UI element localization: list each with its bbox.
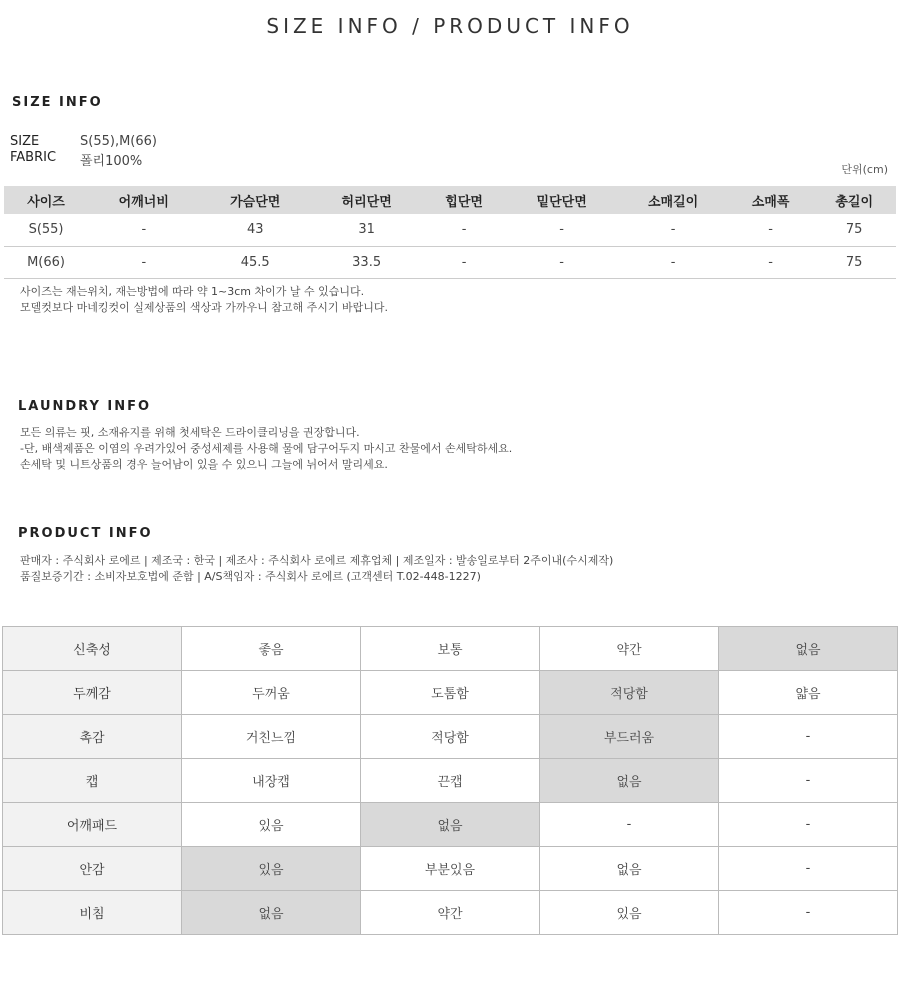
attribute-row [3,627,898,671]
attribute-option: - [719,803,898,847]
table-cell: 33.5 [311,246,422,278]
note-line: 사이즈는 재는위치, 재는방법에 따라 약 1~3cm 차이가 날 수 있습니다. [20,285,365,298]
attribute-label: 촉감 [3,715,182,759]
attribute-row [3,715,898,759]
table-cell: 31 [311,214,422,246]
attribute-option: - [719,715,898,759]
size-key: SIZE [10,134,40,149]
attribute-option: 부분있음 [361,847,540,891]
attribute-row [3,671,898,715]
size-table-header-row [4,186,896,214]
attribute-option: 거친느낌 [182,715,361,759]
table-row [4,214,896,246]
attribute-option: 두꺼움 [182,671,361,715]
size-table [4,186,896,279]
column-header: 힙단면 [422,186,506,214]
attribute-option: 얇음 [719,671,898,715]
laundry-info-heading: LAUNDRY INFO [18,399,152,414]
attribute-label: 두께감 [3,671,182,715]
product-line: 품질보증기간 : 소비자보호법에 준함 | A/S책임자 : 주식회사 로에르 (고객센터 T.02-448-1227) [20,570,481,583]
note-line: 모델컷보다 마네킹컷이 실제상품의 색상과 가까우니 참고해 주시기 바랍니다. [20,301,389,314]
attribute-option: 도톰함 [361,671,540,715]
attribute-option-selected: 없음 [719,627,898,671]
table-cell: M(66) [4,246,88,278]
attribute-row [3,759,898,803]
attribute-option: 적당함 [361,715,540,759]
table-cell: 75 [812,246,896,278]
laundry-notes [20,425,512,473]
attribute-option: 있음 [540,891,719,935]
attribute-option: 약간 [361,891,540,935]
table-cell: - [422,214,506,246]
attribute-option: - [719,847,898,891]
laundry-line: 모든 의류는 핏, 소재유지를 위해 첫세탁은 드라이클리닝을 권장합니다. [20,426,360,439]
attribute-option: 끈캡 [361,759,540,803]
product-info-heading: PRODUCT INFO [18,526,153,541]
attribute-label: 캡 [3,759,182,803]
attribute-option: 내장캡 [182,759,361,803]
column-header: 소매폭 [729,186,813,214]
attribute-option: 약간 [540,627,719,671]
attribute-option-selected: 적당함 [540,671,719,715]
column-header: 어깨너비 [88,186,199,214]
table-cell: 75 [812,214,896,246]
attribute-option-selected: 없음 [540,759,719,803]
table-cell: S(55) [4,214,88,246]
table-cell: - [422,246,506,278]
attribute-row [3,891,898,935]
attribute-label: 비침 [3,891,182,935]
size-spec-row [10,134,157,149]
product-notes [20,553,613,585]
table-cell: - [729,214,813,246]
size-notes [20,284,388,316]
column-header: 사이즈 [4,186,88,214]
table-cell: - [506,246,617,278]
table-cell: - [617,246,728,278]
attribute-option: 보통 [361,627,540,671]
page-title: SIZE INFO / PRODUCT INFO [266,14,634,38]
attribute-option-selected: 없음 [361,803,540,847]
fabric-spec-row [10,150,142,169]
fabric-key: FABRIC [10,150,57,165]
column-header: 총길이 [812,186,896,214]
table-cell: 43 [200,214,311,246]
attribute-option: 좋음 [182,627,361,671]
unit-label: 단위(cm) [841,163,888,176]
table-cell: - [617,214,728,246]
attribute-table [2,626,898,935]
size-info-heading: SIZE INFO [12,95,103,110]
fabric-value: 폴리100% [80,154,143,169]
attribute-option-selected: 부드러움 [540,715,719,759]
product-line: 판매자 : 주식회사 로에르 | 제조국 : 한국 | 제조사 : 주식회사 로에르 제휴업체 | 제조일자 : 발송일로부터 2주이내(수시제작) [20,554,614,567]
size-value: S(55),M(66) [80,134,157,149]
attribute-label: 어깨패드 [3,803,182,847]
attribute-option-selected: 있음 [182,847,361,891]
table-cell: 45.5 [200,246,311,278]
table-cell: - [506,214,617,246]
table-cell: - [88,214,199,246]
attribute-label: 신축성 [3,627,182,671]
attribute-row [3,847,898,891]
table-cell: - [729,246,813,278]
attribute-option: - [719,891,898,935]
laundry-line: 손세탁 및 니트상품의 경우 늘어남이 있을 수 있으니 그늘에 뉘어서 말리세요. [20,458,388,471]
attribute-row [3,803,898,847]
column-header: 가슴단면 [200,186,311,214]
attribute-option: - [719,759,898,803]
column-header: 소매길이 [617,186,728,214]
column-header: 허리단면 [311,186,422,214]
laundry-line: -단, 배색제품은 이염의 우려가있어 중성세제를 사용해 물에 담구어두지 마시고 찬물에서 손세탁하세요. [20,442,513,455]
attribute-option: 있음 [182,803,361,847]
attribute-label: 안감 [3,847,182,891]
table-row [4,246,896,278]
attribute-option: - [540,803,719,847]
column-header: 밑단단면 [506,186,617,214]
attribute-option-selected: 없음 [182,891,361,935]
table-cell: - [88,246,199,278]
attribute-option: 없음 [540,847,719,891]
